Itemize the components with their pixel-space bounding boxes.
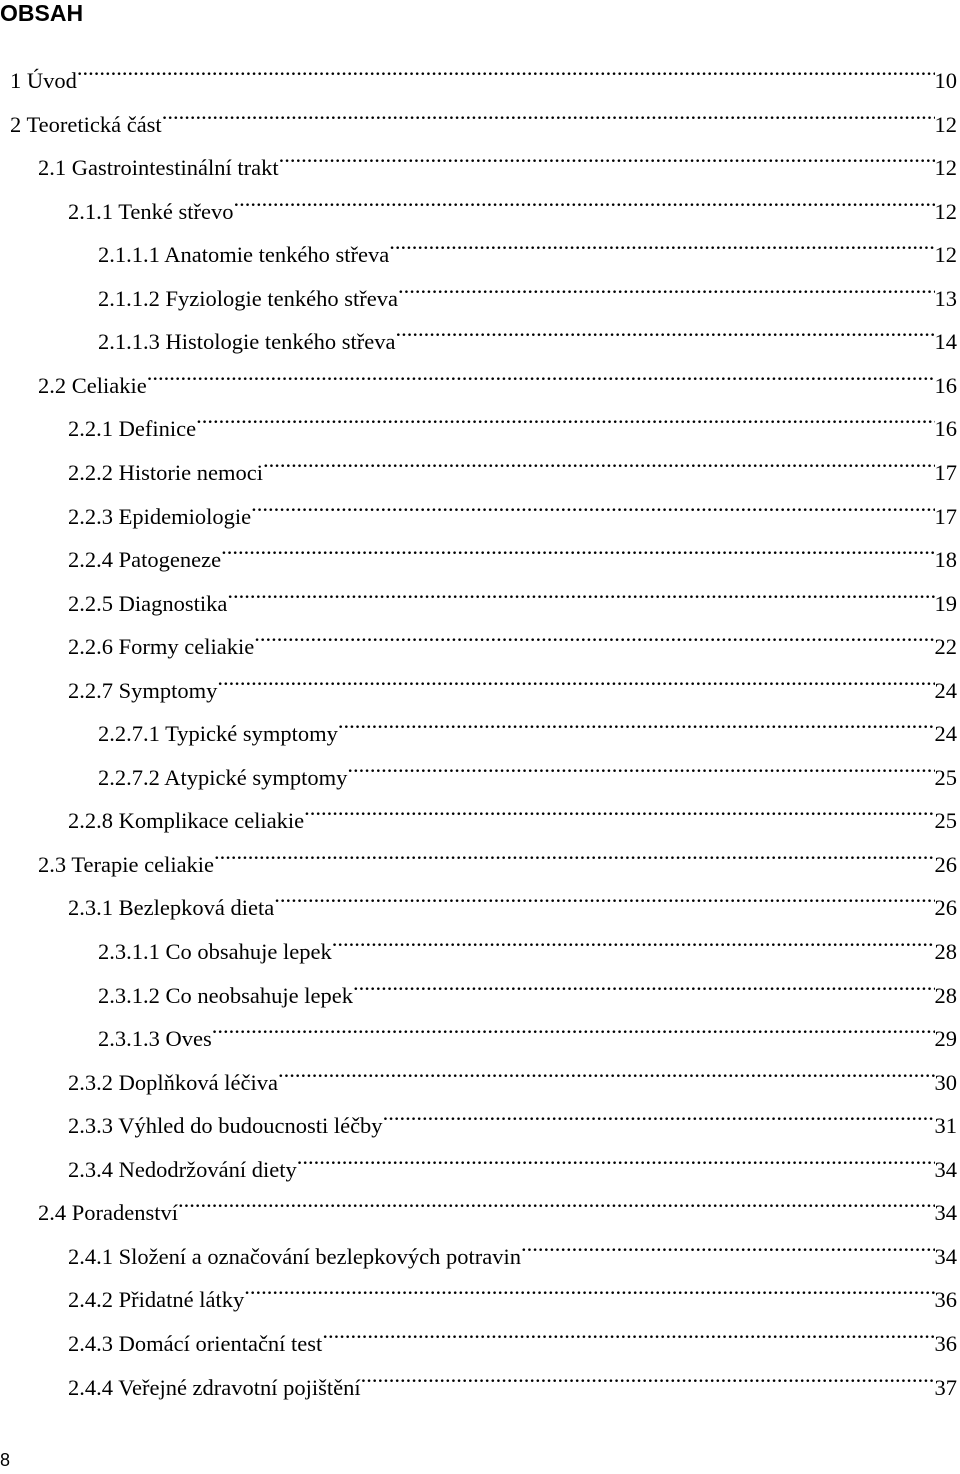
toc-entry-page: 28 [934,983,957,1008]
toc-entry[interactable] [98,222,957,267]
toc-entry-title: 2.1.1.2 Fyziologie tenkého střeva [98,286,398,311]
toc-entry-page: 17 [934,460,957,485]
toc-entry-page: 16 [934,416,957,441]
dot-leader [322,1311,934,1351]
toc-entry[interactable] [68,875,957,920]
dot-leader [214,832,934,872]
toc-entry[interactable] [68,484,957,529]
toc-entry[interactable] [68,440,957,485]
toc-entry[interactable] [68,788,957,833]
toc-entry-title: 2.3.3 Výhled do budoucnosti léčby [68,1113,383,1138]
toc-entry-title: 2.2 Celiakie [38,373,147,398]
toc-entry[interactable] [68,1093,957,1138]
dot-leader [332,919,935,959]
dot-leader [263,440,935,480]
dot-leader [227,571,934,611]
toc-entry-title: 2.2.3 Epidemiologie [68,504,252,529]
toc-entry[interactable] [68,658,957,703]
toc-entry-page: 17 [934,504,957,529]
dot-leader [353,963,935,1003]
toc-entry[interactable] [38,353,957,398]
toc-entry[interactable] [98,745,957,790]
dot-leader [398,266,935,306]
toc-entry-page: 10 [934,68,957,93]
dot-leader [162,92,935,132]
dot-leader [304,788,934,828]
toc-entry-title: 2.2.8 Komplikace celiakie [68,808,305,833]
dot-leader [347,745,934,785]
toc-entry[interactable] [68,571,957,616]
toc-entry-title: 2.3.1.2 Co neobsahuje lepek [98,983,353,1008]
toc-entry-title: 2.3.2 Doplňková léčiva [68,1070,278,1095]
toc-entry[interactable] [98,309,957,354]
dot-leader [178,1180,935,1220]
toc-entry[interactable] [98,266,957,311]
toc-entry-title: 2.4.3 Domácí orientační test [68,1331,323,1356]
toc-entry-page: 18 [934,547,957,572]
toc-entry-page: 37 [934,1375,957,1400]
toc-entry-title: 2.4.1 Složení a označování bezlepkových potravin [68,1244,521,1269]
toc-entry-title: 2.2.1 Definice [68,416,197,441]
toc-entry-page: 14 [934,329,957,354]
toc-entry[interactable] [38,1180,957,1225]
toc-entry-page: 24 [934,721,957,746]
toc-entry-page: 29 [934,1026,957,1051]
dot-leader [338,701,935,741]
toc-entry-page: 25 [934,808,957,833]
toc-entry-title: 2.2.6 Formy celiakie [68,634,255,659]
toc-entry-page: 19 [934,591,957,616]
toc-entry[interactable] [98,1006,957,1051]
dot-leader [279,135,935,175]
dot-leader [251,484,934,524]
toc-entry-title: 2.3.1.1 Co obsahuje lepek [98,939,332,964]
dot-leader [297,1137,935,1177]
dot-leader [217,658,934,698]
toc-entry-title: 2.1.1 Tenké střevo [68,199,234,224]
page-title: OBSAH [0,0,84,26]
toc-entry[interactable] [68,614,957,659]
toc-entry-title: 2.3 Terapie celiakie [38,852,215,877]
dot-leader [274,875,934,915]
toc-entry-page: 12 [934,199,957,224]
toc-entry-page: 13 [934,286,957,311]
toc-entry-title: 2.2.7.2 Atypické symptomy [98,765,348,790]
toc-entry-page: 22 [934,634,957,659]
dot-leader [278,1050,935,1090]
toc-entry-title: 2.2.2 Historie nemoci [68,460,263,485]
toc-entry[interactable] [98,963,957,1008]
toc-entry-page: 26 [934,852,957,877]
toc-entry[interactable] [68,1311,957,1356]
toc-entry-page: 12 [934,242,957,267]
toc-entry-title: 2.4 Poradenství [38,1200,178,1225]
dot-leader [196,396,934,436]
toc-entry-title: 2.2.7 Symptomy [68,678,218,703]
dot-leader [521,1224,935,1264]
toc-entry-title: 2.4.2 Přidatné látky [68,1287,245,1312]
toc-entry-title: 2.2.5 Diagnostika [68,591,228,616]
dot-leader [254,614,934,654]
dot-leader [147,353,935,393]
toc-entry[interactable] [68,1224,957,1269]
toc-entry[interactable] [38,832,957,877]
toc-entry-page: 30 [934,1070,957,1095]
toc-entry-title: 2.2.7.1 Typické symptomy [98,721,338,746]
toc-entry-page: 28 [934,939,957,964]
dot-leader [361,1355,935,1395]
toc-entry[interactable] [68,527,957,572]
toc-entry[interactable] [98,919,957,964]
toc-entry-page: 25 [934,765,957,790]
toc-entry-page: 34 [934,1200,957,1225]
dot-leader [233,179,934,219]
toc-entry-page: 34 [934,1157,957,1182]
dot-leader [77,48,935,88]
toc-entry-page: 12 [934,112,957,137]
toc-entry[interactable] [68,1050,957,1095]
toc-entry-title: 2.1.1.1 Anatomie tenkého střeva [98,242,390,267]
toc-entry[interactable] [38,135,957,180]
toc-entry[interactable] [10,48,957,93]
toc-entry[interactable] [68,396,957,441]
toc-entry-title: 2.3.1.3 Oves [98,1026,212,1051]
toc-entry-page: 36 [934,1331,957,1356]
toc-entry[interactable] [68,1137,957,1182]
toc-entry-page: 12 [934,155,957,180]
toc-entry[interactable] [68,1355,957,1400]
toc-entry[interactable] [68,1267,957,1312]
toc-entry-title: 2.2.4 Patogeneze [68,547,222,572]
toc-entry[interactable] [98,701,957,746]
toc-entry-title: 2 Teoretická část [10,112,162,137]
toc-entry-title: 2.1.1.3 Histologie tenkého střeva [98,329,396,354]
toc-entry-page: 34 [934,1244,957,1269]
toc-entry-title: 2.3.4 Nedodržování diety [68,1157,297,1182]
toc-entry[interactable] [68,179,957,224]
dot-leader [221,527,934,567]
toc-entry-title: 1 Úvod [10,68,77,93]
toc-entry-page: 36 [934,1287,957,1312]
toc-entry-page: 24 [934,678,957,703]
dot-leader [389,222,934,262]
toc-entry-title: 2.1 Gastrointestinální trakt [38,155,279,180]
dot-leader [244,1267,934,1307]
toc-entry-page: 31 [934,1113,957,1138]
toc-entry-page: 16 [934,373,957,398]
dot-leader [212,1006,935,1046]
toc-entry-title: 2.3.1 Bezlepková dieta [68,895,275,920]
dot-leader [395,309,934,349]
toc-entry-title: 2.4.4 Veřejné zdravotní pojištění [68,1375,361,1400]
dot-leader [383,1093,935,1133]
toc-entry[interactable] [10,92,957,137]
toc-entry-page: 26 [934,895,957,920]
page-number: 8 [0,1450,11,1470]
